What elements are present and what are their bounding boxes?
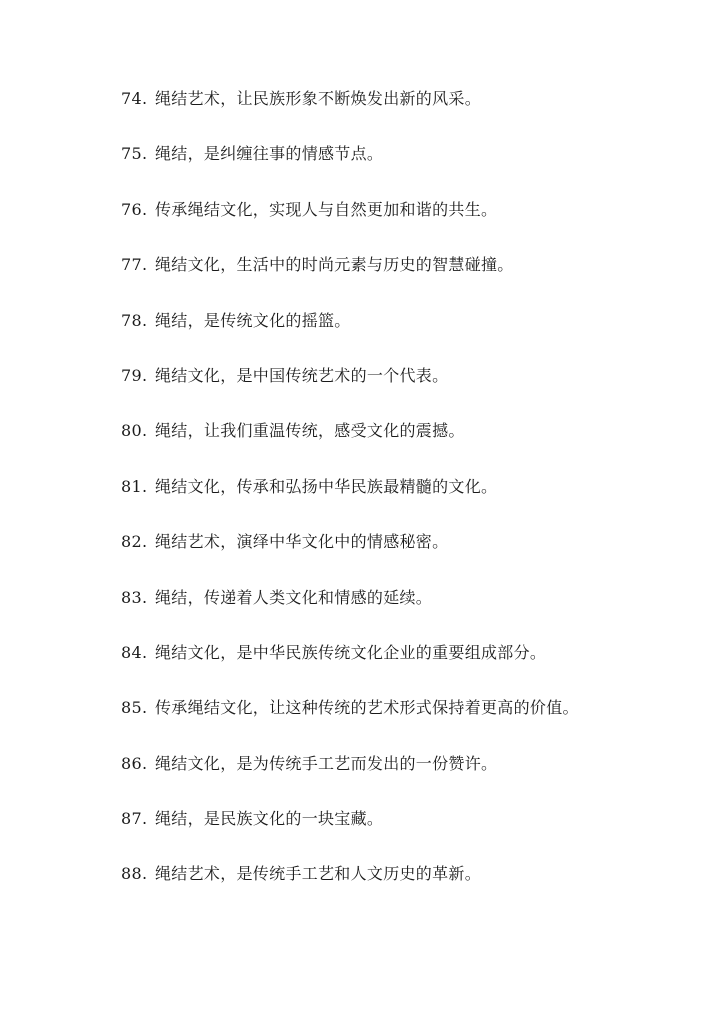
item-number: 77. bbox=[121, 255, 148, 275]
item-number: 80. bbox=[121, 421, 148, 441]
list-item bbox=[121, 583, 579, 638]
list-item bbox=[121, 139, 579, 194]
item-number: 75. bbox=[121, 144, 148, 164]
item-text: 绳结文化，是中国传统艺术的一个代表。 bbox=[155, 365, 449, 385]
item-text: 绳结，是民族文化的一块宝藏。 bbox=[155, 809, 384, 829]
item-number: 82. bbox=[121, 532, 148, 552]
item-number: 81. bbox=[121, 476, 148, 496]
list-item bbox=[121, 306, 579, 361]
item-text: 绳结，传递着人类文化和情感的延续。 bbox=[155, 587, 433, 607]
list-item bbox=[121, 527, 579, 582]
item-text: 绳结，是纠缠往事的情感节点。 bbox=[155, 144, 384, 164]
item-text: 绳结艺术，让民族形象不断焕发出新的风采。 bbox=[155, 89, 482, 108]
numbered-list bbox=[121, 84, 579, 915]
item-text: 绳结文化，传承和弘扬中华民族最精髓的文化。 bbox=[155, 476, 498, 496]
list-item bbox=[121, 250, 579, 305]
item-text: 传承绳结文化，实现人与自然更加和谐的共生。 bbox=[155, 199, 498, 219]
list-item bbox=[121, 804, 579, 859]
item-number: 87. bbox=[121, 809, 148, 829]
item-number: 86. bbox=[121, 753, 148, 773]
item-text: 绳结艺术，演绎中华文化中的情感秘密。 bbox=[155, 532, 449, 552]
list-item bbox=[121, 416, 579, 471]
list-item bbox=[121, 195, 579, 250]
item-number: 76. bbox=[121, 199, 148, 219]
item-text: 绳结文化，是中华民族传统文化企业的重要组成部分。 bbox=[155, 642, 547, 662]
list-item bbox=[121, 749, 579, 804]
item-number: 84. bbox=[121, 642, 148, 662]
item-number: 78. bbox=[121, 310, 148, 330]
item-number: 79. bbox=[121, 365, 148, 385]
list-item bbox=[121, 638, 579, 693]
item-number: 74. bbox=[121, 89, 148, 108]
item-text: 绳结艺术，是传统手工艺和人文历史的革新。 bbox=[155, 864, 482, 884]
item-text: 绳结，是传统文化的摇篮。 bbox=[155, 310, 351, 330]
item-number: 83. bbox=[121, 587, 148, 607]
item-text: 绳结文化，是为传统手工艺而发出的一份赞许。 bbox=[155, 753, 498, 773]
item-number: 88. bbox=[121, 864, 148, 884]
list-item bbox=[121, 361, 579, 416]
item-text: 绳结文化，生活中的时尚元素与历史的智慧碰撞。 bbox=[155, 255, 514, 275]
item-number: 85. bbox=[121, 698, 148, 718]
list-item bbox=[121, 84, 579, 139]
item-text: 传承绳结文化，让这种传统的艺术形式保持着更高的价值。 bbox=[155, 698, 579, 718]
list-item bbox=[121, 472, 579, 527]
item-text: 绳结，让我们重温传统，感受文化的震撼。 bbox=[155, 421, 465, 441]
list-item bbox=[121, 859, 579, 914]
list-item bbox=[121, 693, 579, 748]
